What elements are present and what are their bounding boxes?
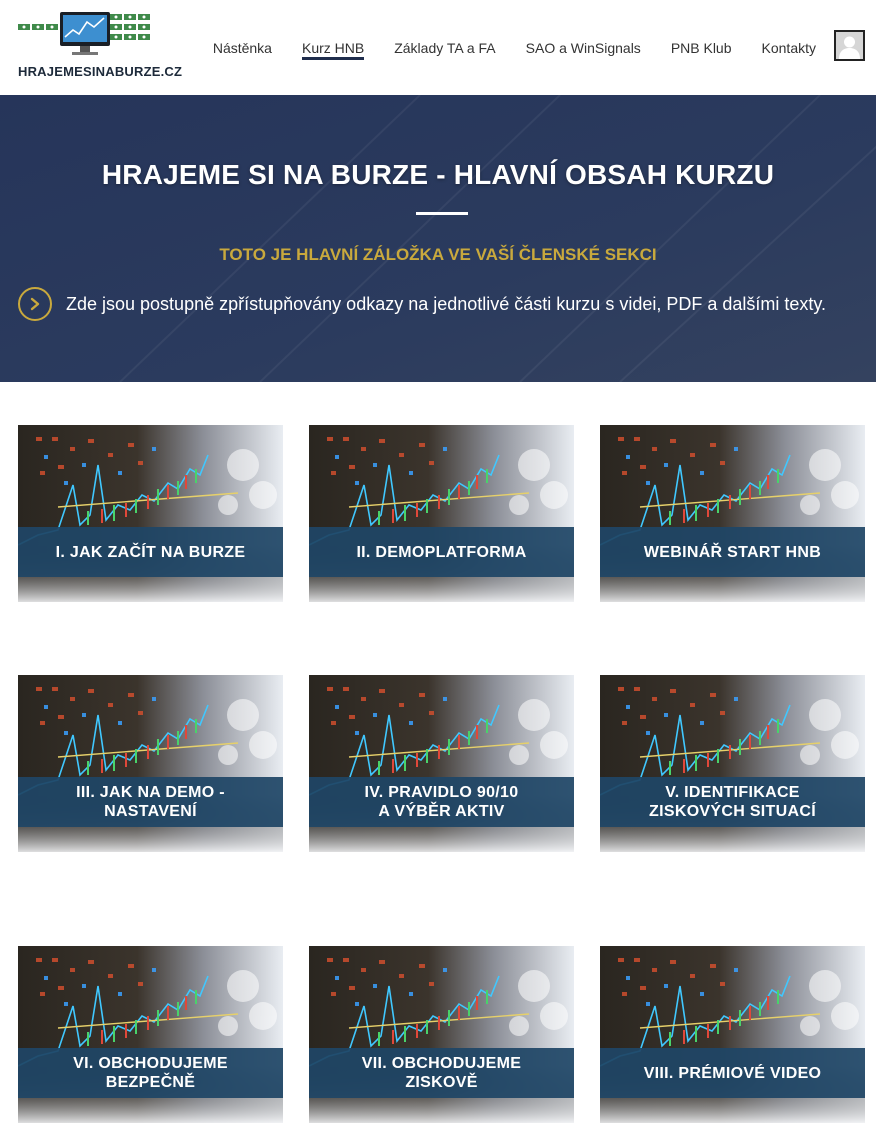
card-label-band: [600, 777, 865, 827]
logo-text: HRAJEMESINABURZE.CZ: [18, 64, 183, 79]
card-label: V. IDENTIFIKACE ZISKOVÝCH SITUACÍ: [649, 784, 816, 820]
course-card-2[interactable]: [309, 425, 574, 602]
hero-title: HRAJEME SI NA BURZE - HLAVNÍ OBSAH KURZU: [101, 159, 775, 190]
card-label: IV. PRAVIDLO 90/10 A VÝBĚR AKTIV: [364, 784, 519, 820]
nav-item-sao-winsignals[interactable]: SAO a WinSignals: [525, 39, 641, 56]
hero-subtitle: TOTO JE HLAVNÍ ZÁLOŽKA VE VAŠÍ ČLENSKÉ SEKCI: [219, 245, 657, 264]
card-label-band: [18, 1048, 283, 1098]
course-card-8[interactable]: [309, 946, 574, 1123]
hero-text: Zde jsou postupně zpřístupňovány odkazy na jednotlivé části kurzu s videi, PDF a dalšími texty.: [66, 293, 827, 314]
course-card-9[interactable]: [600, 946, 865, 1123]
hero-description: [18, 287, 826, 321]
card-label-band: [309, 1048, 574, 1098]
card-label: VII. OBCHODUJEME ZISKOVĚ: [361, 1055, 522, 1091]
hero-background: [0, 95, 876, 382]
nav-item-zaklady-ta-fa[interactable]: Základy TA a FA: [394, 39, 496, 56]
site-header: [0, 0, 876, 95]
nav-item-kontakty[interactable]: Kontakty: [761, 39, 816, 56]
user-avatar-icon[interactable]: [834, 30, 865, 61]
nav-item-nastenka[interactable]: Nástěnka: [212, 39, 272, 56]
chevron-right-circle-icon: [18, 287, 52, 321]
course-card-5[interactable]: [309, 675, 574, 852]
site-logo[interactable]: [18, 10, 183, 82]
card-label-band: [600, 527, 865, 577]
hero-section: [0, 95, 876, 382]
course-card-4[interactable]: [18, 675, 283, 852]
course-card-3[interactable]: [600, 425, 865, 602]
card-label-band: [600, 1048, 865, 1098]
course-card-7[interactable]: [18, 946, 283, 1123]
nav-item-pnb-klub[interactable]: PNB Klub: [670, 39, 732, 56]
main-nav: [213, 0, 816, 95]
card-label-band: [18, 777, 283, 827]
hero-divider: [416, 212, 468, 215]
card-label: III. JAK NA DEMO - NASTAVENÍ: [76, 784, 225, 820]
course-card-1[interactable]: [18, 425, 283, 602]
card-label-band: [309, 527, 574, 577]
card-label-band: [309, 777, 574, 827]
card-label: VIII. PRÉMIOVÉ VIDEO: [643, 1064, 822, 1082]
card-label: WEBINÁŘ START HNB: [643, 543, 822, 561]
card-label: VI. OBCHODUJEME BEZPEČNĚ: [73, 1055, 228, 1091]
nav-item-kurz-hnb[interactable]: Kurz HNB: [302, 0, 364, 95]
course-card-6[interactable]: [600, 675, 865, 852]
logo-monitor-icon: [18, 10, 160, 62]
card-label: II. DEMOPLATFORMA: [356, 543, 527, 561]
card-label: I. JAK ZAČÍT NA BURZE: [55, 543, 246, 561]
card-label-band: [18, 527, 283, 577]
